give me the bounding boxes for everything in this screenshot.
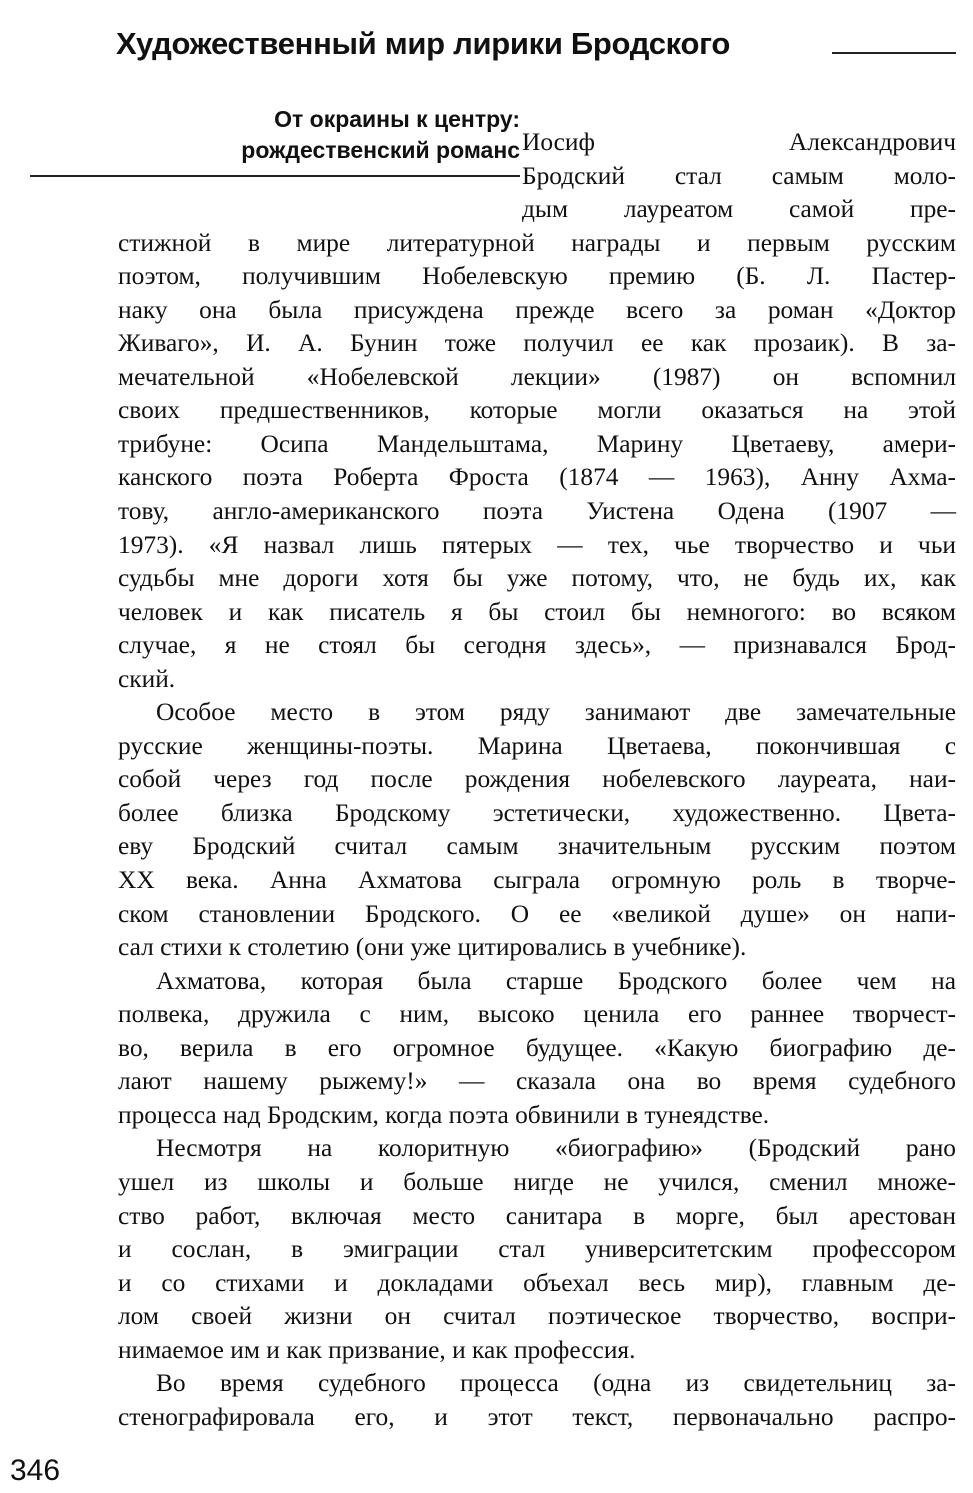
- text-line: Иосиф Александрович: [522, 128, 956, 156]
- text-line: XX века. Анна Ахматова сыграла огромную роль в творче-: [118, 866, 956, 895]
- text-line: тову, англо-американского поэта Уистена Одена (1907 —: [118, 497, 956, 526]
- text-line: лом своей жизни он считал поэтическое творчество, воспри-: [118, 1302, 956, 1331]
- text-line: ский.: [118, 664, 176, 693]
- text-line: Особое место в этом ряду занимают две замечательные: [156, 698, 956, 727]
- text-line: мечательной «Нобелевской лекции» (1987) он вспомнил: [118, 362, 956, 391]
- text-line: Несмотря на колоритную «биографию» (Бродский рано: [156, 1134, 956, 1163]
- text-line: своих предшественников, которые могли оказаться на этой: [118, 396, 956, 425]
- text-line: Во время судебного процесса (одна из свидетельниц за-: [156, 1369, 956, 1398]
- text-line: наку она была присуждена прежде всего за роман «Доктор: [118, 295, 956, 324]
- page-number: 346: [10, 1454, 61, 1487]
- text-line: судьбы мне дороги хотя бы уже потому, что, не будь их, как: [118, 564, 956, 593]
- text-line: и сослан, в эмиграции стал университетским профессором: [118, 1235, 956, 1264]
- text-line: процесса над Бродским, когда поэта обвинили в тунеядстве.: [118, 1100, 770, 1129]
- text-line: человек и как писатель я бы стоил бы немногого: во всяком: [118, 597, 956, 626]
- text-line: случае, я не стоял бы сегодня здесь», — признавался Брод-: [118, 631, 956, 660]
- text-line: собой через год после рождения нобелевского лауреата, наи-: [118, 765, 956, 794]
- chapter-header: [116, 24, 956, 68]
- text-line: 1973). «Я назвал лишь пятерых — тех, чье творчество и чьи: [118, 530, 956, 559]
- text-line: лают нашему рыжему!» — сказала она во время судебного: [118, 1067, 956, 1096]
- text-line: сал стихи к столетию (они уже цитировались в учебнике).: [118, 933, 747, 962]
- section-heading-line-2: рождественский романс: [241, 137, 520, 163]
- text-line: более близка Бродскому эстетически, художественно. Цвета-: [118, 798, 956, 827]
- text-line: Бродский стал самым моло-: [522, 161, 956, 190]
- text-line: дым лауреатом самой пре-: [522, 195, 956, 224]
- text-line: стенографировала его, и этот текст, первоначально распро-: [118, 1402, 956, 1431]
- text-line: трибуне: Осипа Мандельштама, Марину Цветаеву, амери-: [118, 429, 956, 458]
- text-line: ском становлении Бродского. О ее «великой душе» он напи-: [118, 899, 956, 928]
- text-line: ушел из школы и больше нигде не учился, сменил множе-: [118, 1167, 956, 1196]
- body-text: [118, 126, 956, 1434]
- text-line: Живаго», И. А. Бунин тоже получил ее как прозаик). В за-: [118, 329, 956, 358]
- text-line: полвека, дружила с ним, высоко ценила его раннее творчест-: [118, 1000, 956, 1029]
- text-line: поэтом, получившим Нобелевскую премию (Б. Л. Пастер-: [118, 262, 956, 291]
- section-heading-line-1: От окраины к центру:: [274, 106, 520, 132]
- text-line: ство работ, включая место санитара в морге, был арестован: [118, 1201, 956, 1230]
- chapter-title-rule: [832, 52, 956, 54]
- text-line: стижной в мире литературной награды и первым русским: [118, 228, 956, 257]
- text-line: канского поэта Роберта Фроста (1874 — 1963), Анну Ахма-: [118, 463, 956, 492]
- text-line: во, верила в его огромное будущее. «Какую биографию де-: [118, 1033, 956, 1062]
- text-line: Ахматова, которая была старше Бродского более чем на: [156, 966, 956, 995]
- text-line: еву Бродский считал самым значительным русским поэтом: [118, 832, 956, 861]
- text-line: русские женщины-поэты. Марина Цветаева, покончившая с: [118, 731, 956, 760]
- text-line: и со стихами и докладами объехал весь мир), главным де-: [118, 1268, 956, 1297]
- text-line: нимаемое им и как призвание, и как профессия.: [118, 1335, 636, 1364]
- chapter-title: Художественный мир лирики Бродского: [116, 26, 730, 61]
